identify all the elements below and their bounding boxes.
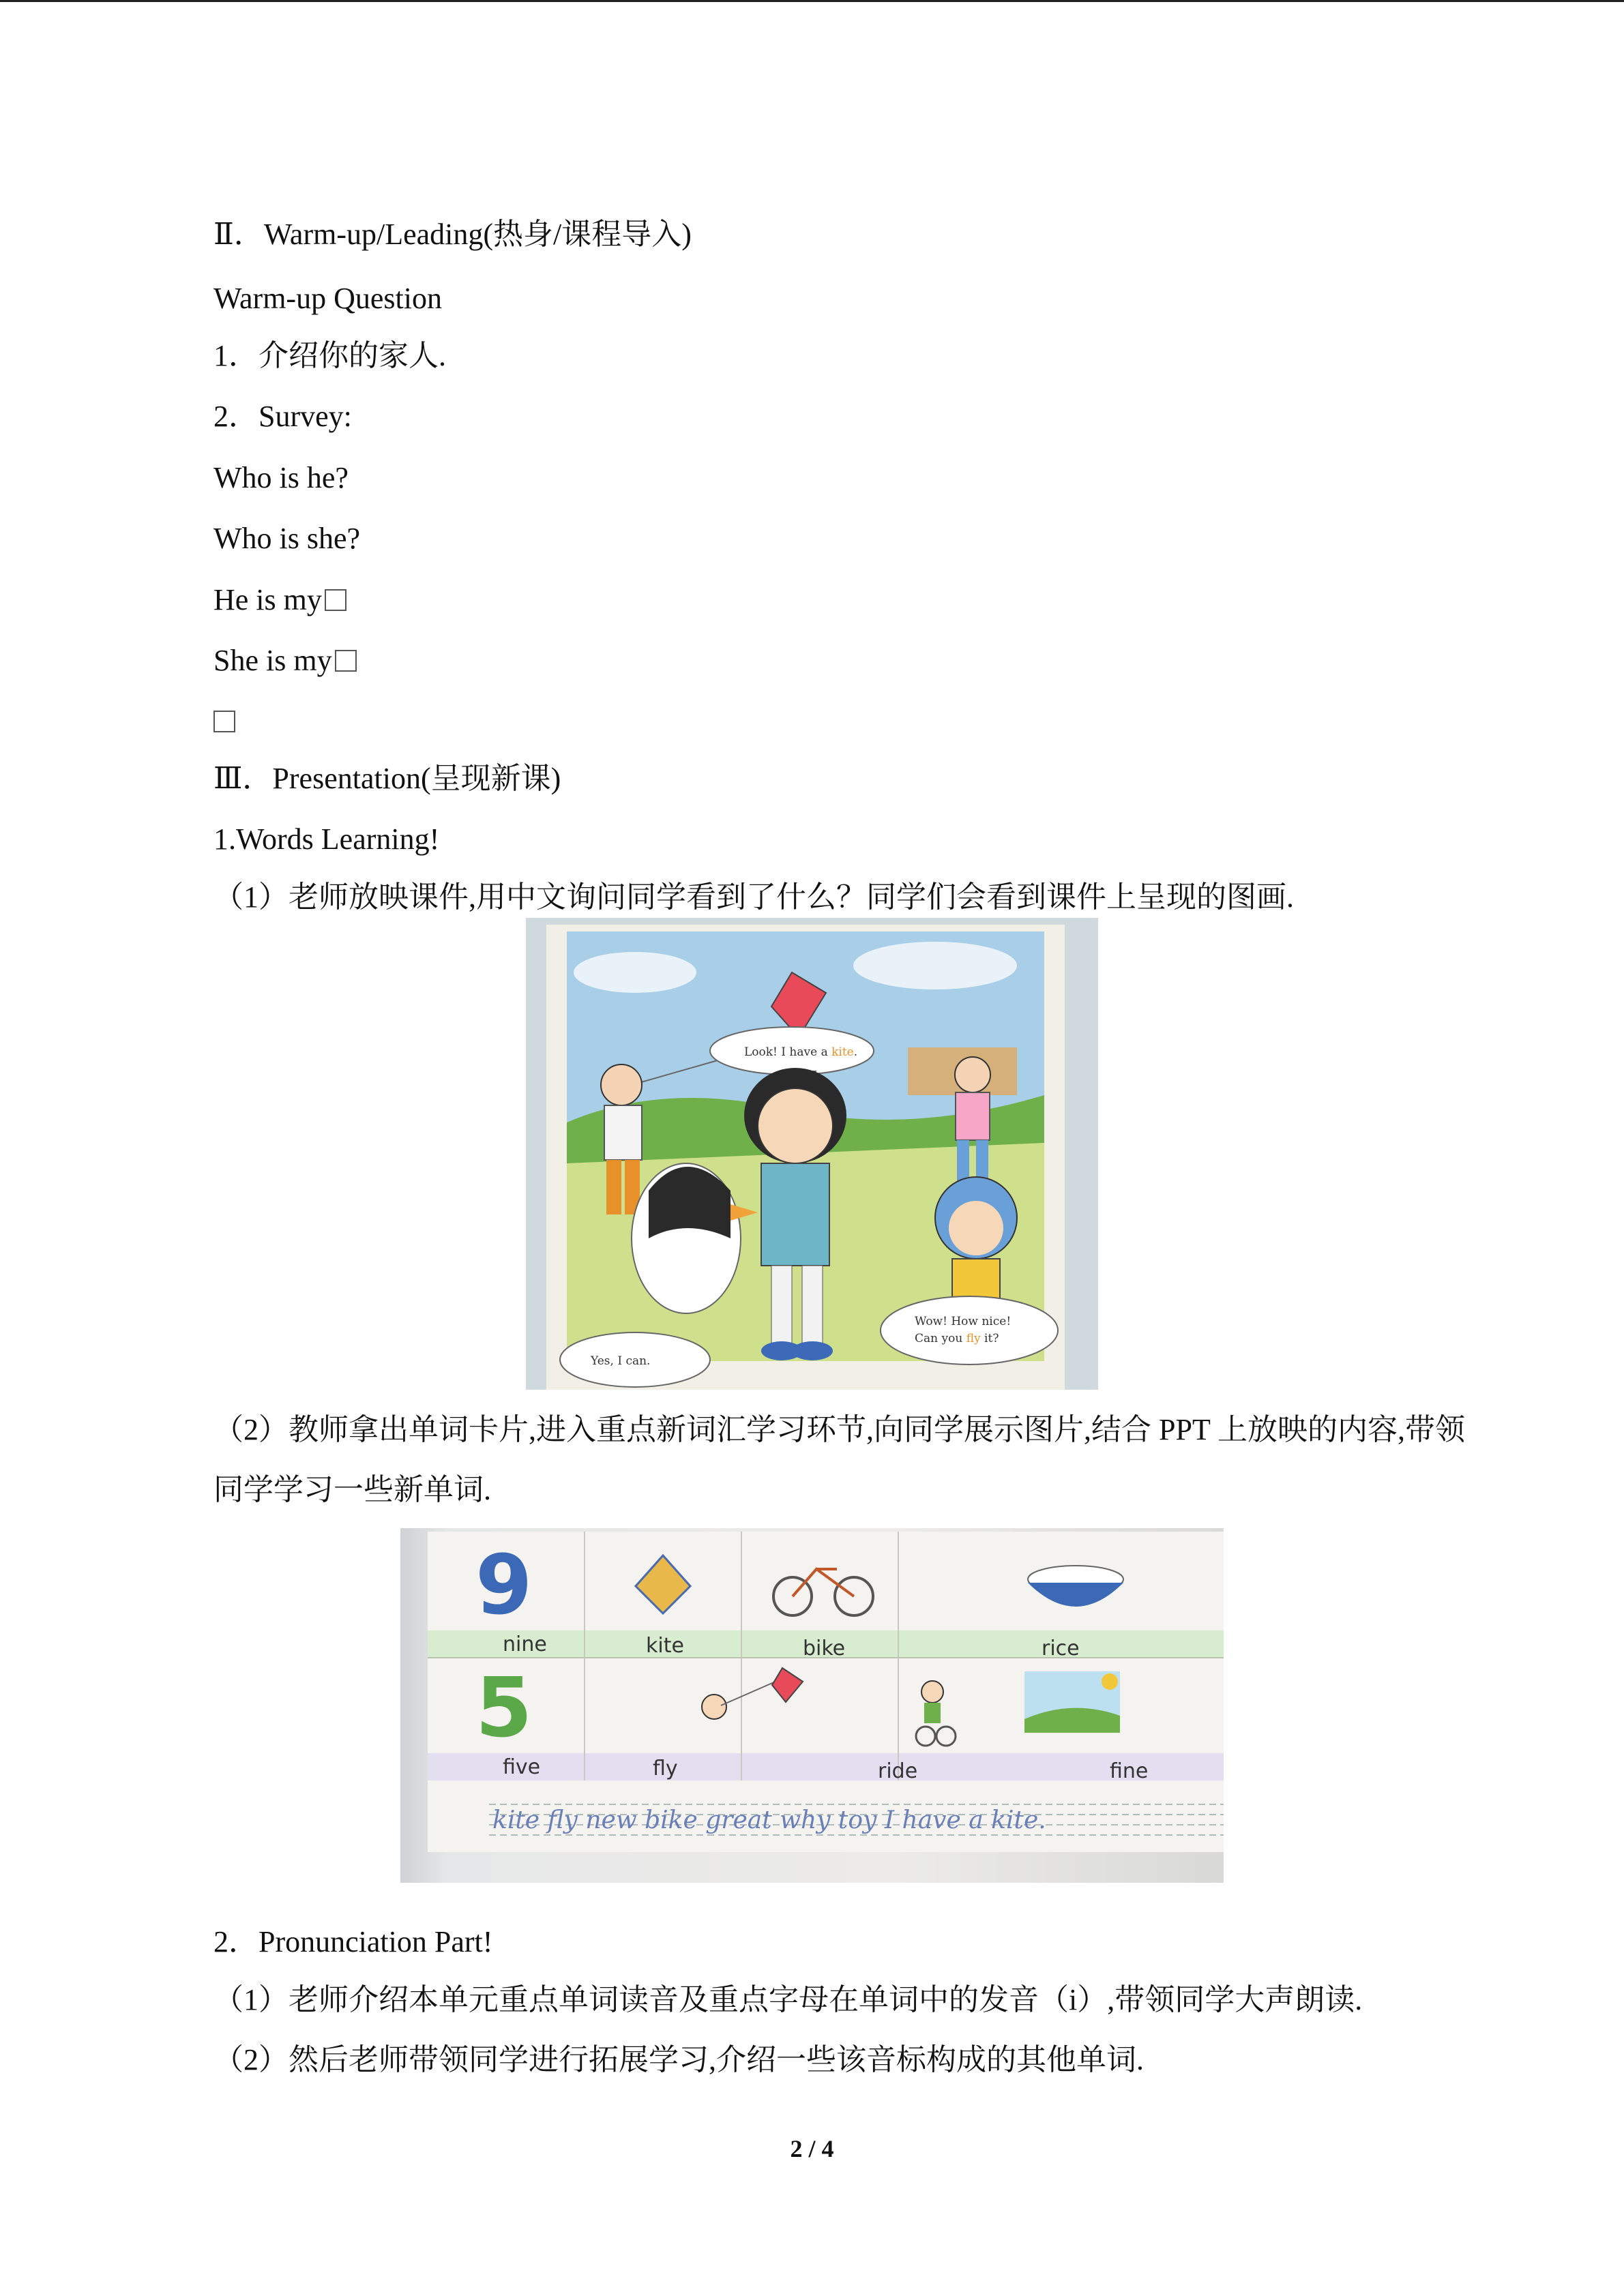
top-border-rule [0,0,1624,2]
story-illustration [526,918,1098,1390]
word-bike: bike [803,1637,846,1660]
vocabulary-chart [400,1528,1224,1883]
vocabulary-chart-svg [400,1528,1224,1883]
word-kite: kite [646,1634,684,1658]
bubble-fly-end: it? [980,1332,999,1345]
warm-up-item-2: 2．Survey: [213,400,352,433]
svg-text:Can you fly it? [915,1332,999,1345]
empty-box-line [213,702,235,741]
survey-answer-2-text: She is my [213,644,332,677]
survey-answer-1-text: He is my [213,583,322,616]
survey-answer-1 [213,581,346,619]
bubble-fly [881,1296,1058,1365]
section-3-heading: Ⅲ．Presentation(呈现新课) [213,762,561,795]
handwriting-text: kite fly new bike great why toy I have a kite. [492,1806,1046,1834]
bubble-yes [560,1332,710,1387]
bubble-kite-end: . [853,1045,858,1059]
warm-up-question-label: Warm-up Question [213,282,442,315]
step-1-text: （1）老师放映课件,用中文询问同学看到了什么？同学们会看到课件上呈现的图画. [213,880,1294,914]
word-fine: fine [1110,1759,1149,1783]
bubble-fly-line1: Wow! How nice! [915,1315,1012,1328]
section-2-heading: Ⅱ．Warm-up/Leading(热身/课程导入) [213,218,692,251]
pronunciation-step-1: （1）老师介绍本单元重点单词读音及重点字母在单词中的发音（i）,带领同学大声朗读. [213,1983,1363,2016]
survey-question-1: Who is he? [213,461,349,494]
sunny-landscape-icon [1024,1671,1120,1733]
number-five-icon: 5 [475,1661,533,1756]
word-nine: nine [503,1632,547,1656]
page-number: 2 / 4 [790,2135,834,2162]
survey-question-2: Who is she? [213,522,361,555]
survey-answer-2 [213,642,357,680]
cloud [853,942,1017,989]
bubble-kite-text: Look! I have a [744,1045,832,1059]
bubble-fly-highlight: fly [966,1332,981,1345]
story-illustration-svg [526,918,1098,1390]
bubble-kite-highlight: kite [831,1045,854,1059]
warm-up-item-1: 1．介绍你的家人. [213,339,446,372]
word-ride: ride [878,1759,918,1783]
pronunciation-title: 2．Pronunciation Part! [213,1925,493,1958]
word-five: five [503,1755,541,1779]
pronunciation-step-2: （2）然后老师带领同学进行拓展学习,介绍一些该音标构成的其他单词. [213,2043,1144,2076]
word-fly: fly [653,1757,678,1780]
blank-box [325,589,346,611]
cloud [574,952,696,993]
bubble-yes-text: Yes, I can. [591,1354,651,1368]
step-2-text: （2）教师拿出单词卡片,进入重点新词汇学习环节,向同学展示图片,结合 PPT 上放映的内容,带领同学学习一些新单词. [213,1413,1466,1506]
blank-box [335,650,357,672]
word-rice: rice [1042,1637,1080,1660]
boy-with-glasses [601,1064,642,1214]
row-band-bottom [428,1753,1224,1780]
svg-text:Look! I have a kite. [744,1045,857,1059]
words-learning-title: 1.Words Learning! [213,822,440,856]
number-nine-icon: 9 [475,1538,533,1633]
blank-box [213,711,235,732]
bubble-fly-text: Can you [915,1332,966,1345]
